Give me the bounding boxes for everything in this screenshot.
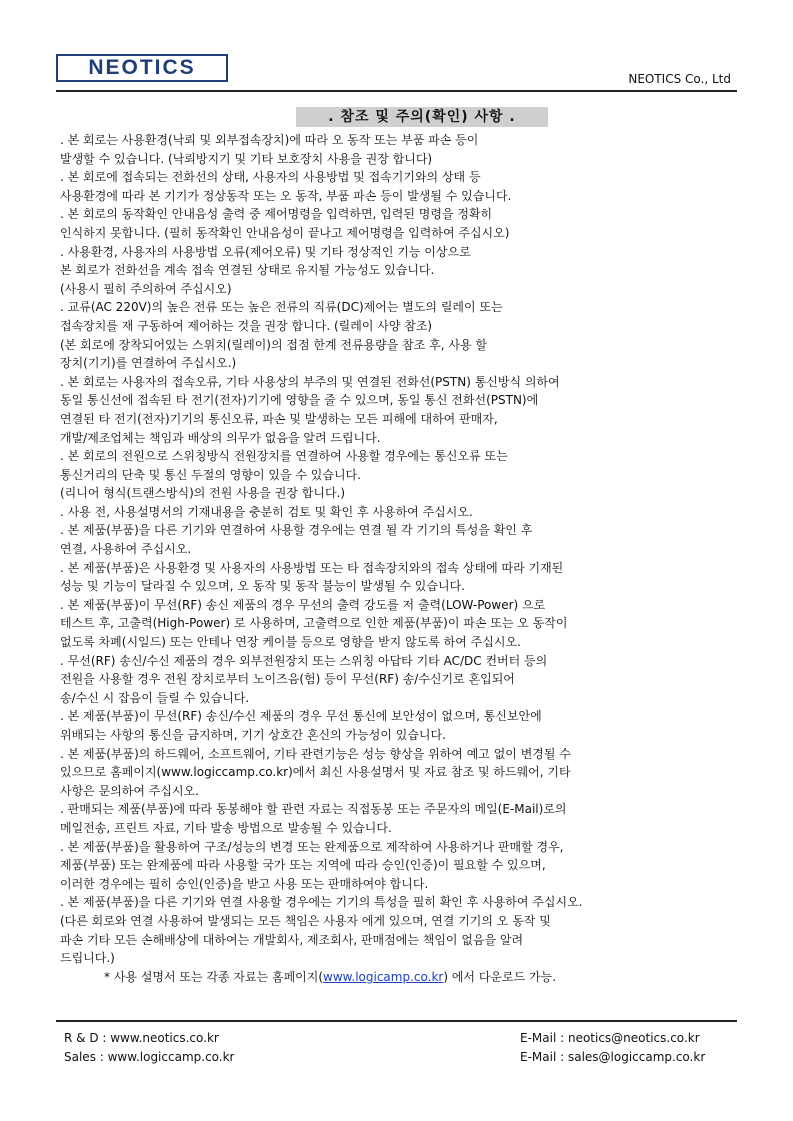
note-line-first: . 본 제품(부품)이 무선(RF) 송신 제품의 경우 무선의 출력 강도를 저 출력(LOW-Power) 으로: [60, 597, 546, 612]
note-line-first: . 본 제품(부품)은 사용환경 및 사용자의 사용방법 또는 타 접속장치와의 접속 상태에 따라 기재된: [60, 560, 564, 575]
note-item: [60, 893, 760, 967]
notes-list: [60, 131, 760, 986]
note-line-continued: (사용시 필히 주의하여 주십시오): [60, 281, 232, 296]
note-line-continued: 이러한 경우에는 필히 승인(인증)을 받고 사용 또는 판매하여야 합니다.: [60, 876, 429, 891]
note-item: [60, 447, 760, 503]
note-line-continued: 인식하지 못합니다. (필히 동작확인 안내음성이 끝나고 제어명령을 입력하여 주십시오): [60, 225, 510, 240]
note-line-first: . 사용 전, 사용설명서의 기재내용을 충분히 검토 및 확인 후 사용하여 주십시오.: [60, 504, 473, 519]
note-line-continued: 연결된 타 전기(전자)기기의 통신오류, 파손 및 발생하는 모든 피해에 대하여 판매자,: [60, 411, 498, 426]
header-divider: [56, 90, 737, 92]
footer-sales: Sales : www.logiccamp.co.kr: [64, 1050, 235, 1064]
note-line-first: . 본 회로의 동작확인 안내음성 출력 중 제어명령을 입력하면, 입력된 명령을 정확히: [60, 207, 493, 222]
homepage-link[interactable]: www.logicamp.co.kr: [323, 969, 444, 984]
note-line-continued: 테스트 후, 고출력(High-Power) 로 사용하며, 고출력으로 인한 제품(부품)이 파손 또는 오 동작이: [60, 616, 568, 631]
note-line-continued: 접속장치를 재 구동하여 제어하는 것을 권장 합니다. (릴레이 사양 참조): [60, 318, 433, 333]
note-line-continued: 통신거리의 단축 및 통신 두절의 영향이 있을 수 있습니다.: [60, 467, 361, 482]
company-name: NEOTICS Co., Ltd: [628, 72, 731, 86]
note-line-first: . 본 제품(부품)을 다른 기기와 연결 사용할 경우에는 기기의 특성을 필히 확인 후 사용하여 주십시오.: [60, 895, 583, 910]
note-line-continued: 없도록 차폐(시일드) 또는 안테나 연장 케이블 등으로 영향을 받지 않도록 하여 주십시오.: [60, 635, 521, 650]
note-line-first: . 무선(RF) 송신/수신 제품의 경우 외부전원장치 또는 스위칭 아답타 기타 AC/DC 컨버터 등의: [60, 653, 548, 668]
note-item: [60, 596, 760, 652]
note-line-first: . 본 회로는 사용환경(낙뢰 및 외부접속장치)에 따라 오 동작 또는 부품 파손 등이: [60, 133, 479, 147]
note-line-continued: 있으므로 홈페이지(www.logiccamp.co.kr)에서 최신 사용설명서 및 자료 참조 및 하드웨어, 기타: [60, 765, 571, 780]
note-line-continued: 사용환경에 따라 본 기기가 정상동작 또는 오 동작, 부품 파손 등이 발생될 수 있습니다.: [60, 188, 512, 203]
note-item: [60, 838, 760, 894]
note-item: [60, 373, 760, 447]
note-line-continued: 제품(부품) 또는 완제품에 따라 사용할 국가 또는 지역에 따라 승인(인증)이 필요할 수 있으며,: [60, 858, 546, 873]
note-line-continued: 전원을 사용할 경우 전원 장치로부터 노이즈음(험) 등이 무선(RF) 송/수신기로 혼입되어: [60, 672, 515, 687]
footer-email-rd: E-Mail : neotics@neotics.co.kr: [520, 1031, 700, 1045]
note-line-first: . 본 회로에 접속되는 전화선의 상태, 사용자의 사용방법 및 접속기기와의 상태 등: [60, 170, 481, 185]
note-line-continued: 장치(기기)를 연결하여 주십시오.): [60, 356, 237, 371]
note-line-first: . 본 제품(부품)의 하드웨어, 소프트웨어, 기타 관련기능은 성능 향상을 위하여 예고 없이 변경될 수: [60, 746, 571, 761]
note-line-continued: 연결, 사용하여 주십시오.: [60, 542, 192, 557]
note-item: [60, 745, 760, 801]
page-title: . 참조 및 주의(확인) 사항 .: [296, 107, 548, 127]
note-line-continued: 본 회로가 전화선을 계속 접속 연결된 상태로 유지될 가능성도 있습니다.: [60, 263, 435, 278]
note-line-first: . 본 제품(부품)이 무선(RF) 송신/수신 제품의 경우 무선 통신에 보안성이 없으며, 통신보안에: [60, 709, 542, 724]
footer-email-sales: E-Mail : sales@logiccamp.co.kr: [520, 1050, 706, 1064]
note-line-continued: (리니어 형식(트랜스방식)의 전원 사용을 권장 합니다.): [60, 486, 346, 501]
note-item: [60, 707, 760, 744]
note-line-continued: 위배되는 사항의 통신을 금지하며, 기기 상호간 혼신의 가능성이 있습니다.: [60, 728, 446, 742]
note-line-continued: 파손 기타 모든 손해배상에 대하여는 개발회사, 제조회사, 판매점에는 책임이 없음을 알려: [60, 932, 524, 947]
note-line-first: . 본 회로의 전원으로 스위칭방식 전원장치를 연결하여 사용할 경우에는 통신오류 또는: [60, 449, 508, 464]
note-line-continued: 드립니다.): [60, 951, 115, 966]
note-item: [60, 652, 760, 708]
note-line-first: . 본 회로는 사용자의 접속오류, 기타 사용상의 부주의 및 연결된 전화선(PSTN) 통신방식 의하여: [60, 374, 560, 389]
footer-divider: [56, 1020, 737, 1022]
note-item: [60, 559, 760, 596]
note-item: [60, 205, 760, 242]
note-line-continued: 개발/제조업체는 책임과 배상의 의무가 없음을 알려 드립니다.: [60, 430, 381, 445]
note-line-continued: 메일전송, 프린트 자료, 기타 발송 방법으로 발송될 수 있습니다.: [60, 820, 392, 835]
note-line-first: . 판매되는 제품(부품)에 따라 동봉해야 할 관련 자료는 직접동봉 또는 주문자의 메일(E-Mail)로의: [60, 802, 567, 817]
note-item: [60, 503, 760, 522]
note-line-continued: (다른 회로와 연결 사용하여 발생되는 모든 책임은 사용자 에게 있으며, 연결 기기의 오 동작 및: [60, 913, 551, 928]
note-line-continued: 사항은 문의하여 주십시오.: [60, 783, 199, 798]
note-line-first: . 사용환경, 사용자의 사용방법 오류(제어오류) 및 기타 정상적인 기능 이상으로: [60, 244, 471, 259]
download-note: [60, 968, 760, 987]
note-line-continued: 송/수신 시 잡음이 들릴 수 있습니다.: [60, 690, 250, 705]
note-item: [60, 168, 760, 205]
note-line-first: . 본 제품(부품)을 다른 기기와 연결하여 사용할 경우에는 연결 될 각 기기의 특성을 확인 후: [60, 523, 533, 538]
note-item: [60, 800, 760, 837]
download-note-prefix: * 사용 설명서 또는 각종 자료는 홈페이지(: [104, 969, 324, 984]
note-item: [60, 521, 760, 558]
note-line-continued: 동일 통신선에 접속된 타 전기(전자)기기에 영향을 줄 수 있으며, 동일 통신 전화선(PSTN)에: [60, 393, 539, 408]
logo-text: NEOTICS: [88, 56, 196, 79]
note-line-continued: 성능 및 기능이 달라질 수 있으며, 오 동작 및 동작 불능이 발생될 수 있습니다.: [60, 579, 465, 594]
note-item: [60, 131, 760, 168]
note-item: [60, 243, 760, 299]
note-line-first: . 교류(AC 220V)의 높은 전류 또는 높은 전류의 직류(DC)제어는 별도의 릴레이 또는: [60, 300, 503, 315]
note-line-first: . 본 제품(부품)을 활용하여 구조/성능의 변경 또는 완제품으로 제작하여 사용하거나 판매할 경우,: [60, 839, 564, 854]
neotics-logo: [56, 54, 228, 82]
note-line-continued: 발생할 수 있습니다. (낙뢰방지기 및 기타 보호장치 사용을 권장 합니다): [60, 151, 433, 166]
footer-rd: R & D : www.neotics.co.kr: [64, 1031, 219, 1045]
note-line-continued: (본 회로에 장착되어있는 스위치(릴레이)의 접점 한계 전류용량을 참조 후, 사용 할: [60, 337, 487, 352]
note-item: [60, 298, 760, 372]
download-note-suffix: ) 에서 다운로드 가능.: [443, 969, 557, 984]
